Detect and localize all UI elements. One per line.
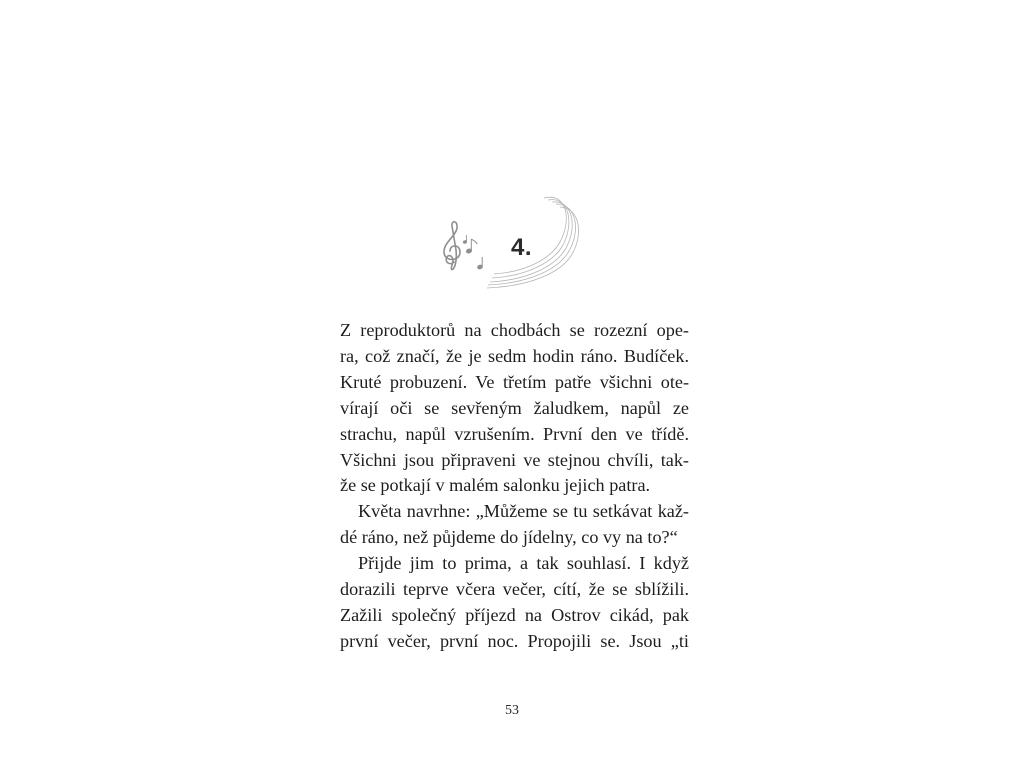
text-line: Zažili společný příjezd na Ostrov cikád, pak [340,604,689,625]
text-line: Přijde jim to prima, a tak souhlasí. I když [358,553,689,574]
page-number: 53 [505,703,519,718]
text-line: Všichni jsou připraveni ve stejnou chvíli, tak- [340,449,689,470]
text-line: vírají oči se sevřeným žaludkem, napůl ze [340,397,689,418]
text-line: dé ráno, než půjdeme do jídelny, co vy na to?“ [340,527,678,548]
text-line: Květa navrhne: „Můžeme se tu setkávat kaž- [358,501,689,522]
text-line: dorazili teprve včera večer, cítí, že se sblížili. [340,579,689,600]
chapter-header [432,190,592,290]
text-line: Z reproduktorů na chodbách se rozezní ope- [340,320,689,340]
text-line: že se potkají v malém salonku jejich patra. [340,475,651,496]
text-line: první večer, první noc. Propojili se. Jsou „ti [340,630,689,651]
chapter-body-text [340,318,689,655]
text-line: ra, což značí, že je sedm hodin ráno. Budíček. [340,345,689,366]
text-line: strachu, napůl vzrušením. První den ve třídě. [340,423,689,444]
chapter-number: 4. [511,234,533,261]
text-line: Kruté probuzení. Ve třetím patře všichni ote- [340,371,689,392]
